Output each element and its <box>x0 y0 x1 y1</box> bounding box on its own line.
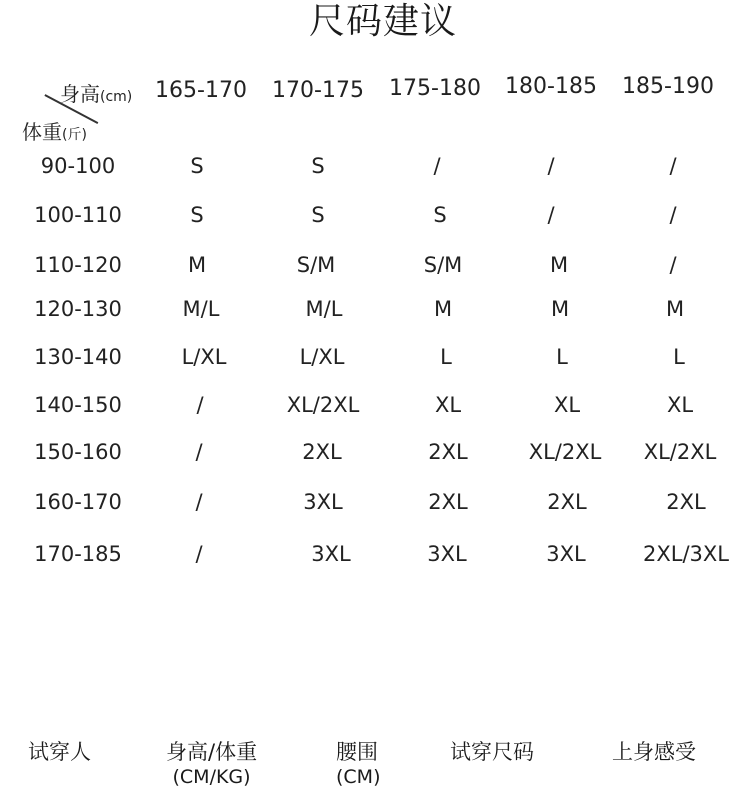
size-cell: / <box>433 154 441 178</box>
size-cell: 3XL <box>546 542 586 566</box>
size-cell: L <box>673 345 685 369</box>
size-cell: 2XL/3XL <box>643 542 729 566</box>
size-cell: 3XL <box>311 542 351 566</box>
size-cell: 2XL <box>302 440 342 464</box>
size-cell: 2XL <box>547 490 587 514</box>
height-label-text: 身高 <box>60 82 100 106</box>
page-title: 尺码建议 <box>308 1 457 42</box>
size-cell: / <box>195 490 203 514</box>
size-cell: M <box>187 253 207 277</box>
weight-row-header: 160-170 <box>34 490 122 514</box>
tryon-header-waist <box>336 736 381 788</box>
size-cell: M/L <box>305 297 343 321</box>
tryon-waist-unit: (CM) <box>336 766 381 788</box>
size-cell: / <box>195 542 203 566</box>
size-cell: XL/2XL <box>643 440 717 464</box>
tryon-header-height-weight <box>166 736 257 788</box>
size-cell: S <box>190 203 204 227</box>
size-cell: 3XL <box>427 542 467 566</box>
size-cell: 2XL <box>666 490 706 514</box>
size-cell: / <box>669 154 677 178</box>
weight-row-header: 150-160 <box>34 440 122 464</box>
tryon-waist-label: 腰围 <box>336 740 378 764</box>
height-axis-label <box>60 78 132 107</box>
weight-label-text: 体重 <box>22 120 62 144</box>
size-cell: / <box>547 203 555 227</box>
size-cell: XL/2XL <box>286 393 360 417</box>
tryon-height-weight-unit: (CM/KG) <box>172 766 251 788</box>
tryon-header-size: 试穿尺码 <box>450 740 534 764</box>
size-cell: S <box>190 154 204 178</box>
size-cell: S <box>433 203 447 227</box>
size-cell: 2XL <box>428 440 468 464</box>
weight-row-header: 130-140 <box>34 345 122 369</box>
size-cell: / <box>195 440 203 464</box>
size-cell: / <box>547 154 555 178</box>
tryon-height-weight-label: 身高/体重 <box>166 740 258 764</box>
size-cell: M <box>433 297 453 321</box>
size-cell: S <box>311 203 325 227</box>
size-cell: M <box>665 297 685 321</box>
height-column-header: 170-175 <box>272 78 364 103</box>
size-cell: 2XL <box>428 490 468 514</box>
height-column-header: 180-185 <box>505 74 597 99</box>
table-corner-header <box>20 78 140 144</box>
weight-row-header: 90-100 <box>40 154 116 178</box>
size-cell: / <box>196 393 204 417</box>
size-cell: XL <box>434 393 462 417</box>
weight-axis-label <box>22 116 87 145</box>
size-cell: M <box>549 253 569 277</box>
height-column-header: 175-180 <box>389 76 481 101</box>
size-cell: L <box>440 345 452 369</box>
size-cell: L/XL <box>299 345 345 369</box>
size-cell: S/M <box>296 253 336 277</box>
weight-row-header: 100-110 <box>34 203 122 227</box>
height-column-header: 185-190 <box>622 74 714 99</box>
size-cell: S <box>311 154 325 178</box>
height-unit: (cm) <box>100 89 133 105</box>
size-cell: S/M <box>423 253 463 277</box>
size-cell: / <box>669 253 677 277</box>
weight-row-header: 110-120 <box>34 253 122 277</box>
weight-row-header: 140-150 <box>34 393 122 417</box>
weight-row-header: 120-130 <box>34 297 122 321</box>
weight-row-header: 170-185 <box>34 542 122 566</box>
weight-unit: (斤) <box>62 127 87 143</box>
size-cell: 3XL <box>303 490 343 514</box>
size-cell: M <box>550 297 570 321</box>
height-column-header: 165-170 <box>155 78 247 103</box>
size-cell: M/L <box>182 297 220 321</box>
size-cell: L <box>556 345 568 369</box>
size-cell: L/XL <box>181 345 227 369</box>
tryon-header-feeling: 上身感受 <box>612 740 696 764</box>
tryon-header-person: 试穿人 <box>28 740 91 764</box>
size-cell: XL <box>666 393 694 417</box>
size-cell: XL <box>553 393 581 417</box>
size-cell: XL/2XL <box>528 440 602 464</box>
size-cell: / <box>669 203 677 227</box>
